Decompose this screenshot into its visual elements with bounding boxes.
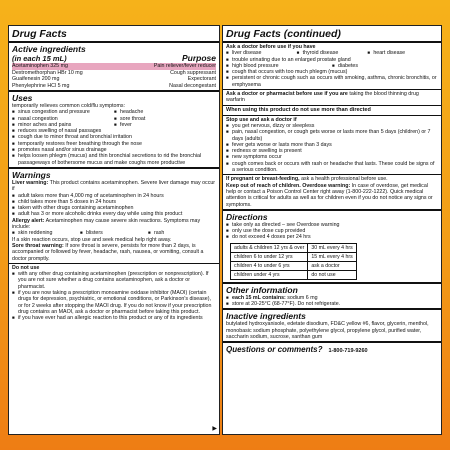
pregnancy-section xyxy=(223,175,441,210)
uses-item: ■ cough due to minor throat and bronchial irritation xyxy=(12,134,216,140)
uses-section xyxy=(9,92,219,169)
condition-item: ■ liver disease xyxy=(226,50,297,56)
phone-number: 1-800-719-9260 xyxy=(328,348,368,355)
table-row xyxy=(231,261,357,270)
liver-item: ■ adult takes more than 4,000 mg of acetaminophen in 24 hours xyxy=(12,193,216,199)
keep-out-text: In case of overdose, get medical help or contact a Poison Control Center right away (1-800-222-1222). Quick medical attention is critical for adults as well as for children even if you do not notice any signs or symptoms. xyxy=(226,182,433,208)
ingredient-name: Dextromethorphan HBr 10 mg xyxy=(12,69,83,76)
uses-item: ■ promotes nasal and/or sinus drainage xyxy=(12,147,216,153)
symptom-item: ■ minor aches and pains xyxy=(12,122,114,128)
active-ingredients-title: Active ingredients xyxy=(12,44,86,54)
condition-item: ■ trouble urinating due to an enlarged prostate gland xyxy=(226,57,438,63)
ask-doctor-section xyxy=(223,43,441,90)
ingredient-row xyxy=(12,83,216,90)
sore-throat-label: Sore throat warning: xyxy=(12,242,64,249)
condition-item: ■ thyroid disease xyxy=(297,50,368,56)
allergy-symptoms xyxy=(12,230,216,236)
condition-item: ■ cough that occurs with too much phlegm (mucus) xyxy=(226,69,438,75)
ingredient-name: Acetaminophen 325 mg xyxy=(12,63,68,69)
ingredient-purpose: Nasal decongestant xyxy=(169,82,216,89)
condition-item: ■ diabetes xyxy=(332,63,438,69)
stop-use-item: ■ pain, nasal congestion, or cough gets worse or lasts more than 5 days (children) or 7 days (adults) xyxy=(226,129,438,142)
liver-item: ■ child takes more than 5 doses in 24 hours xyxy=(12,199,216,205)
do-not-use-item: ■ if you have ever had an allergic reaction to this product or any of its ingredients xyxy=(12,315,216,321)
sore-throat-text: If sore throat is severe, persists for more than 2 days, is accompanied or followed by fever, headache, rash, nausea, or vomiting, consult a doctor promptly. xyxy=(12,242,204,262)
other-information-section xyxy=(223,284,441,311)
warnings-section xyxy=(9,169,219,263)
table-row xyxy=(231,270,357,279)
condition-item: ■ persistent or chronic cough such as occurs with smoking, asthma, chronic bronchitis, or emphysema xyxy=(226,75,438,88)
other-info-text: sodium 6 mg xyxy=(287,294,318,301)
stop-use-item: ■ fever gets worse or lasts more than 3 days xyxy=(226,142,438,148)
stop-use-item: ■ cough comes back or occurs with rash or headache that lasts. These could be signs of a serious condition. xyxy=(226,161,438,174)
questions-label: Questions or comments? xyxy=(226,345,323,355)
dose-cell: 15 mL every 4 hrs xyxy=(308,252,356,261)
keep-out-label: Keep out of reach of children. Overdose warning: xyxy=(226,182,351,189)
stop-use-item: ■ you get nervous, dizzy or sleepless xyxy=(226,123,438,129)
questions-section xyxy=(223,343,441,356)
purpose-title: Purpose xyxy=(181,53,216,63)
age-cell: children under 4 yrs xyxy=(231,270,308,279)
allergy-symptom: ■ blisters xyxy=(80,230,148,236)
uses-intro: temporarily relieves common cold/flu symptoms: xyxy=(12,103,126,109)
liver-item: ■ taken with other drugs containing acetaminophen xyxy=(12,205,216,211)
ingredient-name: Phenylephrine HCl 5 mg xyxy=(12,82,70,89)
do-not-use-item: ■ with any other drug containing acetaminophen (prescription or nonprescription). If you are not sure whether a drug contains acetaminophen, ask a doctor or pharmacist. xyxy=(12,271,216,290)
allergy-alert-text: Acetaminophen may cause severe skin reactions. Symptoms may include: xyxy=(12,217,201,231)
directions-item: ■ only use the dose cup provided xyxy=(226,228,438,234)
stop-use-title: Stop use and ask a doctor if xyxy=(226,116,297,123)
symptoms-grid xyxy=(12,109,216,128)
pregnancy-text: ask a health professional before use. xyxy=(301,176,388,183)
drug-facts-continued-header xyxy=(223,26,441,43)
do-not-use-item: ■ if you are now taking a prescription monoamine oxidase inhibitor (MAOI) (certain drugs for depression, psychiatric, or emotional conditions, or Parkinson's disease), or for 2 weeks after stopping the MAOI drug. If you do not know if your prescription drug contains an MAOI, ask a doctor or pharmacist before taking this product. xyxy=(12,290,216,315)
inactive-ingredients-text: butylated hydroxyanisole, edetate disodium, FD&C yellow #6, flavor, glycerin, menthol, monobasic sodium phosphate, polyethylene glycol, propylene glycol, purified water, saccharin sodium, sucrose, xanthan gum xyxy=(226,321,429,340)
directions-item: ■ take only as directed – see Overdose warning xyxy=(226,222,438,228)
liver-warning-label: Liver warning: xyxy=(12,179,49,186)
dose-cell: 30 mL every 4 hrs xyxy=(308,243,356,252)
inactive-ingredients-title: Inactive ingredients xyxy=(226,311,306,322)
ingredient-purpose: Cough suppressant xyxy=(170,69,216,76)
symptom-item: ■ sinus congestion and pressure xyxy=(12,109,114,115)
allergy-symptom: ■ rash xyxy=(148,230,216,236)
uses-item: ■ helps loosen phlegm (mucus) and thin bronchial secretions to rid the bronchial passageways of bothersome mucus and make coughs more productive xyxy=(12,153,216,166)
directions-item: ■ do not exceed 4 doses per 24 hrs xyxy=(226,234,438,240)
symptom-item: ■ nasal congestion xyxy=(12,116,114,122)
continue-arrow-icon: ▶ xyxy=(212,426,217,432)
liver-item: ■ adult has 3 or more alcoholic drinks every day while using this product xyxy=(12,211,216,217)
stop-use-section xyxy=(223,116,441,176)
other-information-title: Other information xyxy=(226,284,298,295)
other-info-label: each 15 mL contains: xyxy=(232,294,286,301)
dose-cell: ask a doctor xyxy=(308,261,356,270)
table-row xyxy=(231,252,357,261)
pregnancy-label: If pregnant or breast-feeding, xyxy=(226,176,300,183)
age-cell: children 4 to under 6 yrs xyxy=(231,261,308,270)
active-ingredients-subtitle: (in each 15 mL) xyxy=(12,54,67,63)
uses-item: ■ reduces swelling of nasal passages xyxy=(12,128,216,134)
drug-facts-panel-right xyxy=(222,25,442,435)
condition-item: ■ high blood pressure xyxy=(226,63,332,69)
stop-use-item: ■ redness or swelling is present xyxy=(226,148,438,154)
table-row xyxy=(231,243,357,252)
allergy-alert-label: Allergy alert: xyxy=(12,217,45,224)
uses-title: Uses xyxy=(12,93,33,103)
do-not-use-title: Do not use xyxy=(12,264,40,271)
stop-use-item: ■ new symptoms occur xyxy=(226,154,438,160)
directions-section xyxy=(223,211,441,284)
ingredient-purpose: Pain reliever/fever reducer xyxy=(153,63,216,69)
allergy-symptom: ■ skin reddening xyxy=(12,230,80,236)
drug-facts-continued-title: Drug Facts (continued) xyxy=(226,28,341,40)
active-ingredients-section xyxy=(9,43,219,92)
drug-facts-header xyxy=(9,26,219,43)
do-not-use-section xyxy=(9,263,219,323)
age-cell: children 6 to under 12 yrs xyxy=(231,252,308,261)
allergy-note: If a skin reaction occurs, stop use and seek medical help right away. xyxy=(12,236,172,243)
symptom-item: ■ fever xyxy=(114,122,216,128)
drug-facts-title: Drug Facts xyxy=(12,28,67,40)
other-info-item: ■ store at 20-25°C (68-77°F). Do not refrigerate. xyxy=(226,301,438,307)
ingredient-name: Guaifenesin 200 mg xyxy=(12,76,60,82)
ask-doctor-title: Ask a doctor before use if you have xyxy=(226,44,316,50)
symptom-item: ■ headache xyxy=(114,109,216,115)
drug-facts-panel-left xyxy=(8,25,220,435)
age-cell: adults & children 12 yrs & over xyxy=(231,243,308,252)
inactive-ingredients-section xyxy=(223,310,441,343)
ask-pharmacist-label: Ask a doctor or pharmacist before use if you are xyxy=(226,91,348,98)
directions-title: Directions xyxy=(226,211,268,222)
ask-pharmacist-section xyxy=(223,90,441,106)
uses-item: ■ temporarily restores freer breathing through the nose xyxy=(12,141,216,147)
ask-pharmacist-text: taking the blood thinning drug warfarin xyxy=(226,91,419,104)
condition-item: ■ heart disease xyxy=(367,50,438,56)
symptom-item: ■ sore throat xyxy=(114,116,216,122)
liver-warning-text: This product contains acetaminophen. Severe liver damage may occur if xyxy=(12,179,216,193)
dosage-table xyxy=(230,243,357,280)
warnings-title: Warnings xyxy=(12,169,51,180)
when-using-bar: When using this product do not use more than directed xyxy=(223,106,441,116)
ingredient-purpose: Expectorant xyxy=(187,76,216,82)
dose-cell: do not use xyxy=(308,270,356,279)
